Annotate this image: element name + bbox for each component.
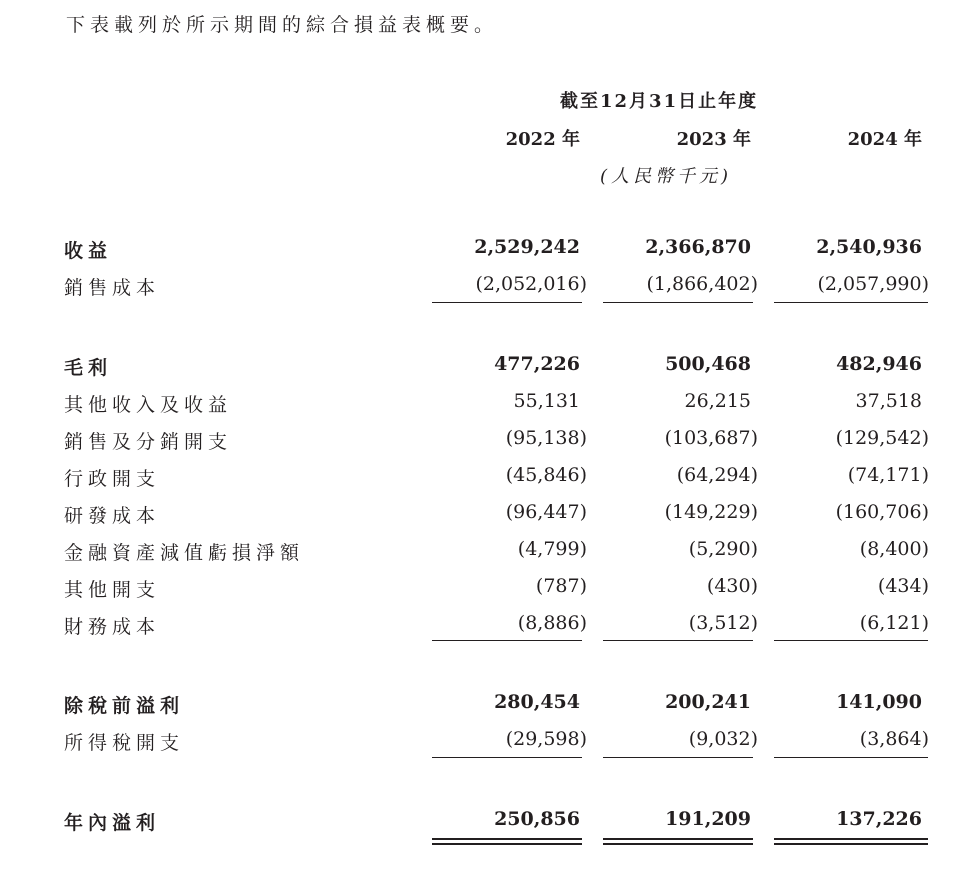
value-2022: (29,598)	[505, 728, 587, 750]
value-2023: (5,290)	[688, 538, 758, 560]
value-2022: (8,886)	[517, 612, 587, 634]
row-label: 行政開支	[64, 468, 161, 490]
value-2023: 2,366,870	[645, 236, 751, 258]
value-2023: (3,512)	[688, 612, 758, 634]
subtotal-rule	[432, 302, 582, 303]
row-profit-before-tax	[0, 691, 960, 719]
value-2024: 482,946	[836, 353, 922, 375]
value-2023: (64,294)	[676, 464, 758, 486]
row-label: 毛利	[64, 357, 113, 379]
value-2024: (3,864)	[859, 728, 929, 750]
currency-unit: (人民幣千元)	[600, 166, 733, 187]
value-2024: (8,400)	[859, 538, 929, 560]
row-label: 收益	[64, 240, 113, 262]
subtotal-rule	[432, 757, 582, 758]
value-2023: 191,209	[665, 808, 751, 830]
row-admin-expenses	[0, 464, 960, 492]
value-2023: (1,866,402)	[646, 273, 758, 295]
value-2023: 26,215	[684, 390, 751, 412]
year-2024-header: 2024 年	[847, 129, 922, 150]
row-rd-costs	[0, 501, 960, 529]
subtotal-rule	[774, 757, 928, 758]
value-2024: 2,540,936	[816, 236, 922, 258]
row-label: 銷售及分銷開支	[64, 431, 233, 453]
row-finance-costs	[0, 612, 960, 640]
row-other-income	[0, 390, 960, 418]
subtotal-rule	[774, 640, 928, 641]
value-2023: (103,687)	[664, 427, 758, 449]
row-label: 年內溢利	[64, 812, 161, 834]
year-2022-header: 2022 年	[505, 129, 580, 150]
value-2022: 280,454	[494, 691, 580, 713]
subtotal-rule	[774, 302, 928, 303]
period-header: 截至12月31日止年度	[560, 91, 759, 112]
subtotal-rule	[603, 302, 753, 303]
subtotal-rule	[603, 640, 753, 641]
row-cost-of-sales	[0, 273, 960, 301]
value-2022: (95,138)	[505, 427, 587, 449]
value-2022: (787)	[535, 575, 587, 597]
value-2022: 2,529,242	[474, 236, 580, 258]
row-label: 研發成本	[64, 505, 161, 527]
row-label: 金融資產減值虧損淨額	[64, 542, 305, 564]
total-double-rule	[432, 838, 582, 845]
value-2024: (74,171)	[847, 464, 929, 486]
value-2022: (2,052,016)	[475, 273, 587, 295]
total-double-rule	[774, 838, 928, 845]
value-2024: (160,706)	[835, 501, 929, 523]
row-label: 其他收入及收益	[64, 394, 233, 416]
value-2022: 477,226	[494, 353, 580, 375]
row-selling-expenses	[0, 427, 960, 455]
value-2024: (2,057,990)	[817, 273, 929, 295]
year-2023-header: 2023 年	[676, 129, 751, 150]
value-2022: 250,856	[494, 808, 580, 830]
row-label: 所得稅開支	[64, 732, 185, 754]
row-income-tax	[0, 728, 960, 756]
row-profit-for-year	[0, 808, 960, 836]
value-2023: (9,032)	[688, 728, 758, 750]
value-2023: (430)	[706, 575, 758, 597]
value-2023: 500,468	[665, 353, 751, 375]
value-2024: (6,121)	[859, 612, 929, 634]
value-2024: 141,090	[836, 691, 922, 713]
value-2023: 200,241	[665, 691, 751, 713]
row-gross-profit	[0, 353, 960, 381]
row-label: 除稅前溢利	[64, 695, 185, 717]
row-other-expenses	[0, 575, 960, 603]
row-label: 銷售成本	[64, 277, 161, 299]
value-2024: 37,518	[855, 390, 922, 412]
value-2024: (434)	[877, 575, 929, 597]
value-2024: (129,542)	[835, 427, 929, 449]
row-label: 財務成本	[64, 616, 161, 638]
value-2024: 137,226	[836, 808, 922, 830]
value-2022: (96,447)	[505, 501, 587, 523]
value-2022: (4,799)	[517, 538, 587, 560]
row-impairment-losses	[0, 538, 960, 566]
total-double-rule	[603, 838, 753, 845]
value-2022: (45,846)	[505, 464, 587, 486]
intro-text: 下表載列於所示期間的綜合損益表概要。	[66, 14, 499, 36]
row-revenue	[0, 236, 960, 264]
subtotal-rule	[432, 640, 582, 641]
row-label: 其他開支	[64, 579, 161, 601]
value-2023: (149,229)	[664, 501, 758, 523]
subtotal-rule	[603, 757, 753, 758]
value-2022: 55,131	[513, 390, 580, 412]
